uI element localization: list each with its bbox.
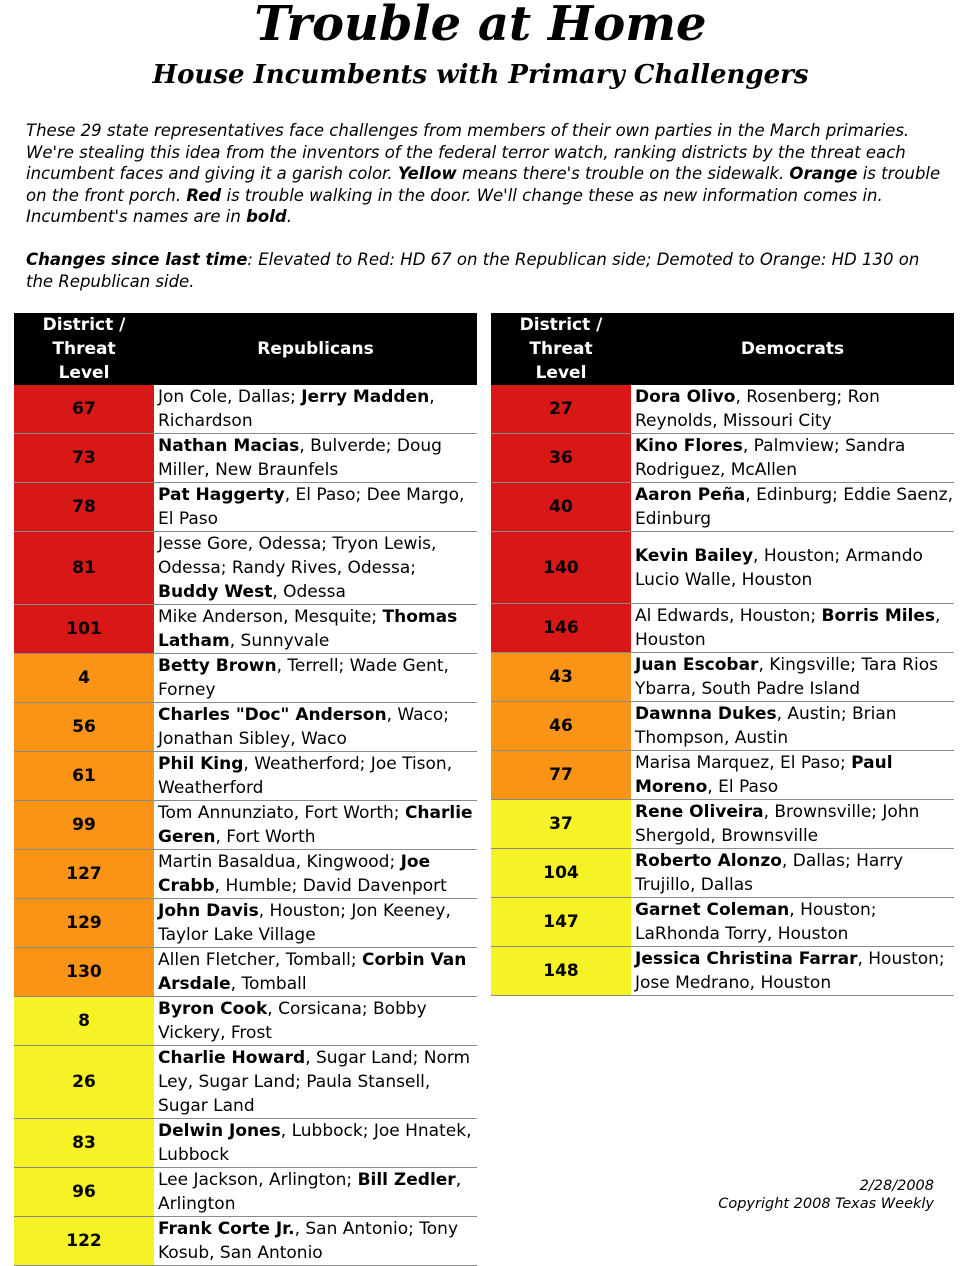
challenger-text: , Houston; Jose Medrano, Houston: [635, 949, 945, 993]
changes-label: Changes since last time: [26, 250, 248, 269]
table-row: [491, 751, 954, 800]
challenger-text: , Houston; Jon Keeney, Taylor Lake Village: [158, 901, 451, 945]
candidates-cell: [154, 1217, 477, 1266]
challenger-text: , Odessa: [272, 582, 346, 602]
intro-text: is trouble on the front porch.: [26, 164, 941, 205]
table-row: [14, 948, 477, 997]
district-threat-cell: 96: [14, 1168, 154, 1217]
candidates-cell: [154, 605, 477, 654]
incumbent-name: Pat Haggerty: [158, 485, 285, 505]
incumbent-name: Roberto Alonzo: [635, 851, 782, 871]
candidates-cell: [154, 801, 477, 850]
table-row: [491, 532, 954, 604]
challenger-text: , Richardson: [158, 387, 435, 431]
intro-emphasis: Red: [186, 185, 222, 205]
district-threat-cell: 130: [14, 948, 154, 997]
incumbent-name: Thomas Latham: [158, 607, 458, 651]
challenger-text: Allen Fletcher, Tomball;: [158, 950, 362, 970]
table-row: [14, 703, 477, 752]
page-subtitle: House Incumbents with Primary Challengers: [152, 60, 809, 90]
district-threat-cell: 43: [491, 653, 631, 702]
district-threat-cell: 8: [14, 997, 154, 1046]
intro-emphasis: bold: [246, 207, 287, 226]
district-threat-cell: 140: [491, 532, 631, 604]
incumbent-name: Delwin Jones: [158, 1121, 281, 1141]
incumbent-name: Charlie Howard: [158, 1048, 306, 1068]
incumbent-name: Phil King: [158, 754, 244, 774]
table-row: [14, 1046, 477, 1119]
incumbent-name: Garnet Coleman: [635, 900, 790, 920]
incumbent-name: Jerry Madden: [301, 387, 430, 407]
challenger-text: , Edinburg; Eddie Saenz, Edinburg: [635, 485, 953, 529]
table-row: [14, 654, 477, 703]
candidates-cell: [631, 702, 954, 751]
table-row: [14, 997, 477, 1046]
incumbent-name: Dawnna Dukes: [635, 704, 777, 724]
table-row: [491, 385, 954, 434]
district-threat-cell: 37: [491, 800, 631, 849]
challenger-text: , Houston; LaRhonda Torry, Houston: [635, 900, 877, 944]
challenger-text: , Sunnyvale: [229, 631, 330, 651]
republicans-header-row: [14, 313, 477, 385]
footer: [718, 1177, 934, 1213]
challenger-text: , Houston: [635, 606, 941, 650]
incumbent-name: Charles "Doc" Anderson: [158, 705, 387, 725]
district-threat-cell: 78: [14, 483, 154, 532]
democrats-rows: [491, 385, 954, 996]
incumbent-name: Charlie Geren: [158, 803, 473, 847]
challenger-text: Lee Jackson, Arlington;: [158, 1170, 358, 1190]
table-row: [14, 1168, 477, 1217]
candidates-cell: [631, 385, 954, 434]
challenger-text: , Dallas; Harry Trujillo, Dallas: [635, 851, 904, 895]
incumbent-name: Buddy West: [158, 582, 273, 602]
district-threat-cell: 46: [491, 702, 631, 751]
district-threat-cell: 27: [491, 385, 631, 434]
challenger-text: , Waco; Jonathan Sibley, Waco: [158, 705, 449, 749]
challenger-text: , Corsicana; Bobby Vickery, Frost: [158, 999, 427, 1043]
district-threat-cell: 99: [14, 801, 154, 850]
candidates-cell: [154, 532, 477, 605]
challenger-text: Tom Annunziato, Fort Worth;: [158, 803, 405, 823]
incumbent-name: Joe Crabb: [158, 852, 431, 896]
table-row: [491, 653, 954, 702]
table-row: [491, 483, 954, 532]
table-row: [491, 947, 954, 996]
page-title: Trouble at Home: [254, 0, 707, 52]
incumbent-name: Aaron Peña: [635, 485, 746, 505]
incumbent-name: Nathan Macias: [158, 436, 300, 456]
incumbent-name: Frank Corte Jr.: [158, 1219, 295, 1239]
candidates-cell: [154, 385, 477, 434]
district-threat-cell: 56: [14, 703, 154, 752]
district-threat-cell: 81: [14, 532, 154, 605]
challenger-text: , San Antonio; Tony Kosub, San Antonio: [158, 1219, 459, 1263]
table-row: [14, 1119, 477, 1168]
changes-paragraph: [26, 249, 946, 292]
challenger-text: Mike Anderson, Mesquite;: [158, 607, 383, 627]
table-row: [491, 849, 954, 898]
challenger-text: , Lubbock; Joe Hnatek, Lubbock: [158, 1121, 472, 1165]
candidates-cell: [154, 1119, 477, 1168]
table-row: [14, 801, 477, 850]
incumbent-name: Paul Moreno: [635, 753, 893, 797]
democrats-header-row: [491, 313, 954, 385]
candidates-cell: [154, 752, 477, 801]
challenger-text: Jon Cole, Dallas;: [158, 387, 302, 407]
district-threat-cell: 40: [491, 483, 631, 532]
challenger-text: , El Paso; Dee Margo, El Paso: [158, 485, 465, 529]
district-threat-cell: 148: [491, 947, 631, 996]
district-threat-cell: 122: [14, 1217, 154, 1266]
challenger-text: , Rosenberg; Ron Reynolds, Missouri City: [635, 387, 880, 431]
challenger-text: , Humble; David Davenport: [214, 876, 447, 896]
district-threat-cell: 101: [14, 605, 154, 654]
incumbent-name: Juan Escobar: [635, 655, 759, 675]
intro-text: .: [286, 207, 292, 226]
footer-copyright: Copyright 2008 Texas Weekly: [718, 1196, 934, 1212]
district-threat-cell: 73: [14, 434, 154, 483]
incumbent-name: Kino Flores: [635, 436, 743, 456]
republicans-party-header: Republicans: [154, 313, 477, 385]
challenger-text: , Sugar Land; Norm Ley, Sugar Land; Paula Stansell, Sugar Land: [158, 1048, 471, 1116]
challenger-text: , Bulverde; Doug Miller, New Braunfels: [158, 436, 442, 480]
table-row: [14, 434, 477, 483]
district-threat-cell: 83: [14, 1119, 154, 1168]
challenger-text: Jesse Gore, Odessa; Tryon Lewis, Odessa; Randy Rives, Odessa;: [158, 534, 437, 578]
challenger-text: Al Edwards, Houston;: [635, 606, 822, 626]
table-row: [14, 1217, 477, 1266]
district-threat-cell: 4: [14, 654, 154, 703]
incumbent-name: Borris Miles: [821, 606, 936, 626]
candidates-cell: [154, 899, 477, 948]
candidates-cell: [154, 850, 477, 899]
challenger-text: , Fort Worth: [215, 827, 316, 847]
democrats-district-header: District / Threat Level: [491, 313, 631, 385]
candidates-cell: [631, 947, 954, 996]
candidates-cell: [154, 703, 477, 752]
district-threat-cell: 77: [491, 751, 631, 800]
district-threat-cell: 147: [491, 898, 631, 947]
table-row: [14, 385, 477, 434]
table-row: [491, 434, 954, 483]
challenger-text: Martin Basaldua, Kingwood;: [158, 852, 401, 872]
table-row: [14, 532, 477, 605]
table-row: [491, 604, 954, 653]
table-row: [14, 899, 477, 948]
candidates-cell: [631, 849, 954, 898]
candidates-cell: [154, 434, 477, 483]
challenger-text: , Brownsville; John Shergold, Brownsville: [635, 802, 920, 846]
challenger-text: , Houston; Armando Lucio Walle, Houston: [635, 545, 923, 590]
candidates-cell: [631, 898, 954, 947]
intro-emphasis: Orange: [789, 164, 858, 183]
district-threat-cell: 146: [491, 604, 631, 653]
challenger-text: , Arlington: [158, 1170, 462, 1214]
district-threat-cell: 67: [14, 385, 154, 434]
incumbent-name: Bill Zedler: [357, 1170, 456, 1190]
incumbent-name: Rene Oliveira: [635, 802, 764, 822]
intro-text: is trouble walking in the door. We'll change these as new information comes in. Incumbent's names are in: [26, 185, 883, 226]
republicans-table: [14, 313, 477, 1266]
challenger-text: Marisa Marquez, El Paso;: [635, 753, 852, 773]
district-threat-cell: 61: [14, 752, 154, 801]
candidates-cell: [631, 532, 954, 604]
intro-paragraph: [26, 120, 946, 228]
table-row: [491, 702, 954, 751]
candidates-cell: [154, 1168, 477, 1217]
incumbent-name: John Davis: [158, 901, 259, 921]
candidates-cell: [154, 1046, 477, 1119]
candidates-cell: [154, 483, 477, 532]
candidates-cell: [631, 751, 954, 800]
incumbent-name: Dora Olivo: [635, 387, 736, 407]
district-threat-cell: 129: [14, 899, 154, 948]
candidates-cell: [631, 434, 954, 483]
incumbent-name: Jessica Christina Farrar: [635, 949, 858, 969]
footer-date: 2/28/2008: [859, 1178, 934, 1194]
candidates-cell: [631, 483, 954, 532]
candidates-cell: [154, 948, 477, 997]
democrats-table: [491, 313, 954, 996]
challenger-text: , Kingsville; Tara Rios Ybarra, South Padre Island: [635, 655, 938, 699]
table-row: [14, 850, 477, 899]
incumbent-name: Corbin Van Arsdale: [158, 950, 467, 994]
candidates-cell: [631, 604, 954, 653]
changes-text: : Elevated to Red: HD 67 on the Republican side; Demoted to Orange: HD 130 on the Republican side.: [26, 250, 920, 291]
candidates-cell: [154, 654, 477, 703]
table-row: [14, 605, 477, 654]
incumbent-name: Betty Brown: [158, 656, 277, 676]
candidates-cell: [154, 997, 477, 1046]
district-threat-cell: 36: [491, 434, 631, 483]
challenger-text: , Weatherford; Joe Tison, Weatherford: [158, 754, 453, 798]
intro-emphasis: Yellow: [397, 164, 457, 183]
intro-text: means there's trouble on the sidewalk.: [456, 164, 790, 183]
challenger-text: , Austin; Brian Thompson, Austin: [635, 704, 897, 748]
challenger-text: , Tomball: [230, 974, 307, 994]
republicans-district-header: District / Threat Level: [14, 313, 154, 385]
challenger-text: , El Paso: [707, 777, 779, 797]
table-row: [491, 800, 954, 849]
district-threat-cell: 127: [14, 850, 154, 899]
district-threat-cell: 26: [14, 1046, 154, 1119]
district-threat-cell: 104: [491, 849, 631, 898]
intro-text: These 29 state representatives face challenges from members of their own parties in the March primaries. We're stealing this idea from the inventors of the federal terror watch, ranking districts by the threat each incumbent faces and giving it a garish color.: [26, 121, 910, 183]
incumbent-name: Kevin Bailey: [635, 545, 754, 566]
democrats-party-header: Democrats: [631, 313, 954, 385]
table-row: [14, 752, 477, 801]
challenger-text: , Terrell; Wade Gent, Forney: [158, 656, 449, 700]
candidates-cell: [631, 800, 954, 849]
incumbent-name: Byron Cook: [158, 999, 268, 1019]
table-row: [14, 483, 477, 532]
challenger-text: , Palmview; Sandra Rodriguez, McAllen: [635, 436, 906, 480]
candidates-cell: [631, 653, 954, 702]
table-row: [491, 898, 954, 947]
republicans-rows: [14, 385, 477, 1266]
